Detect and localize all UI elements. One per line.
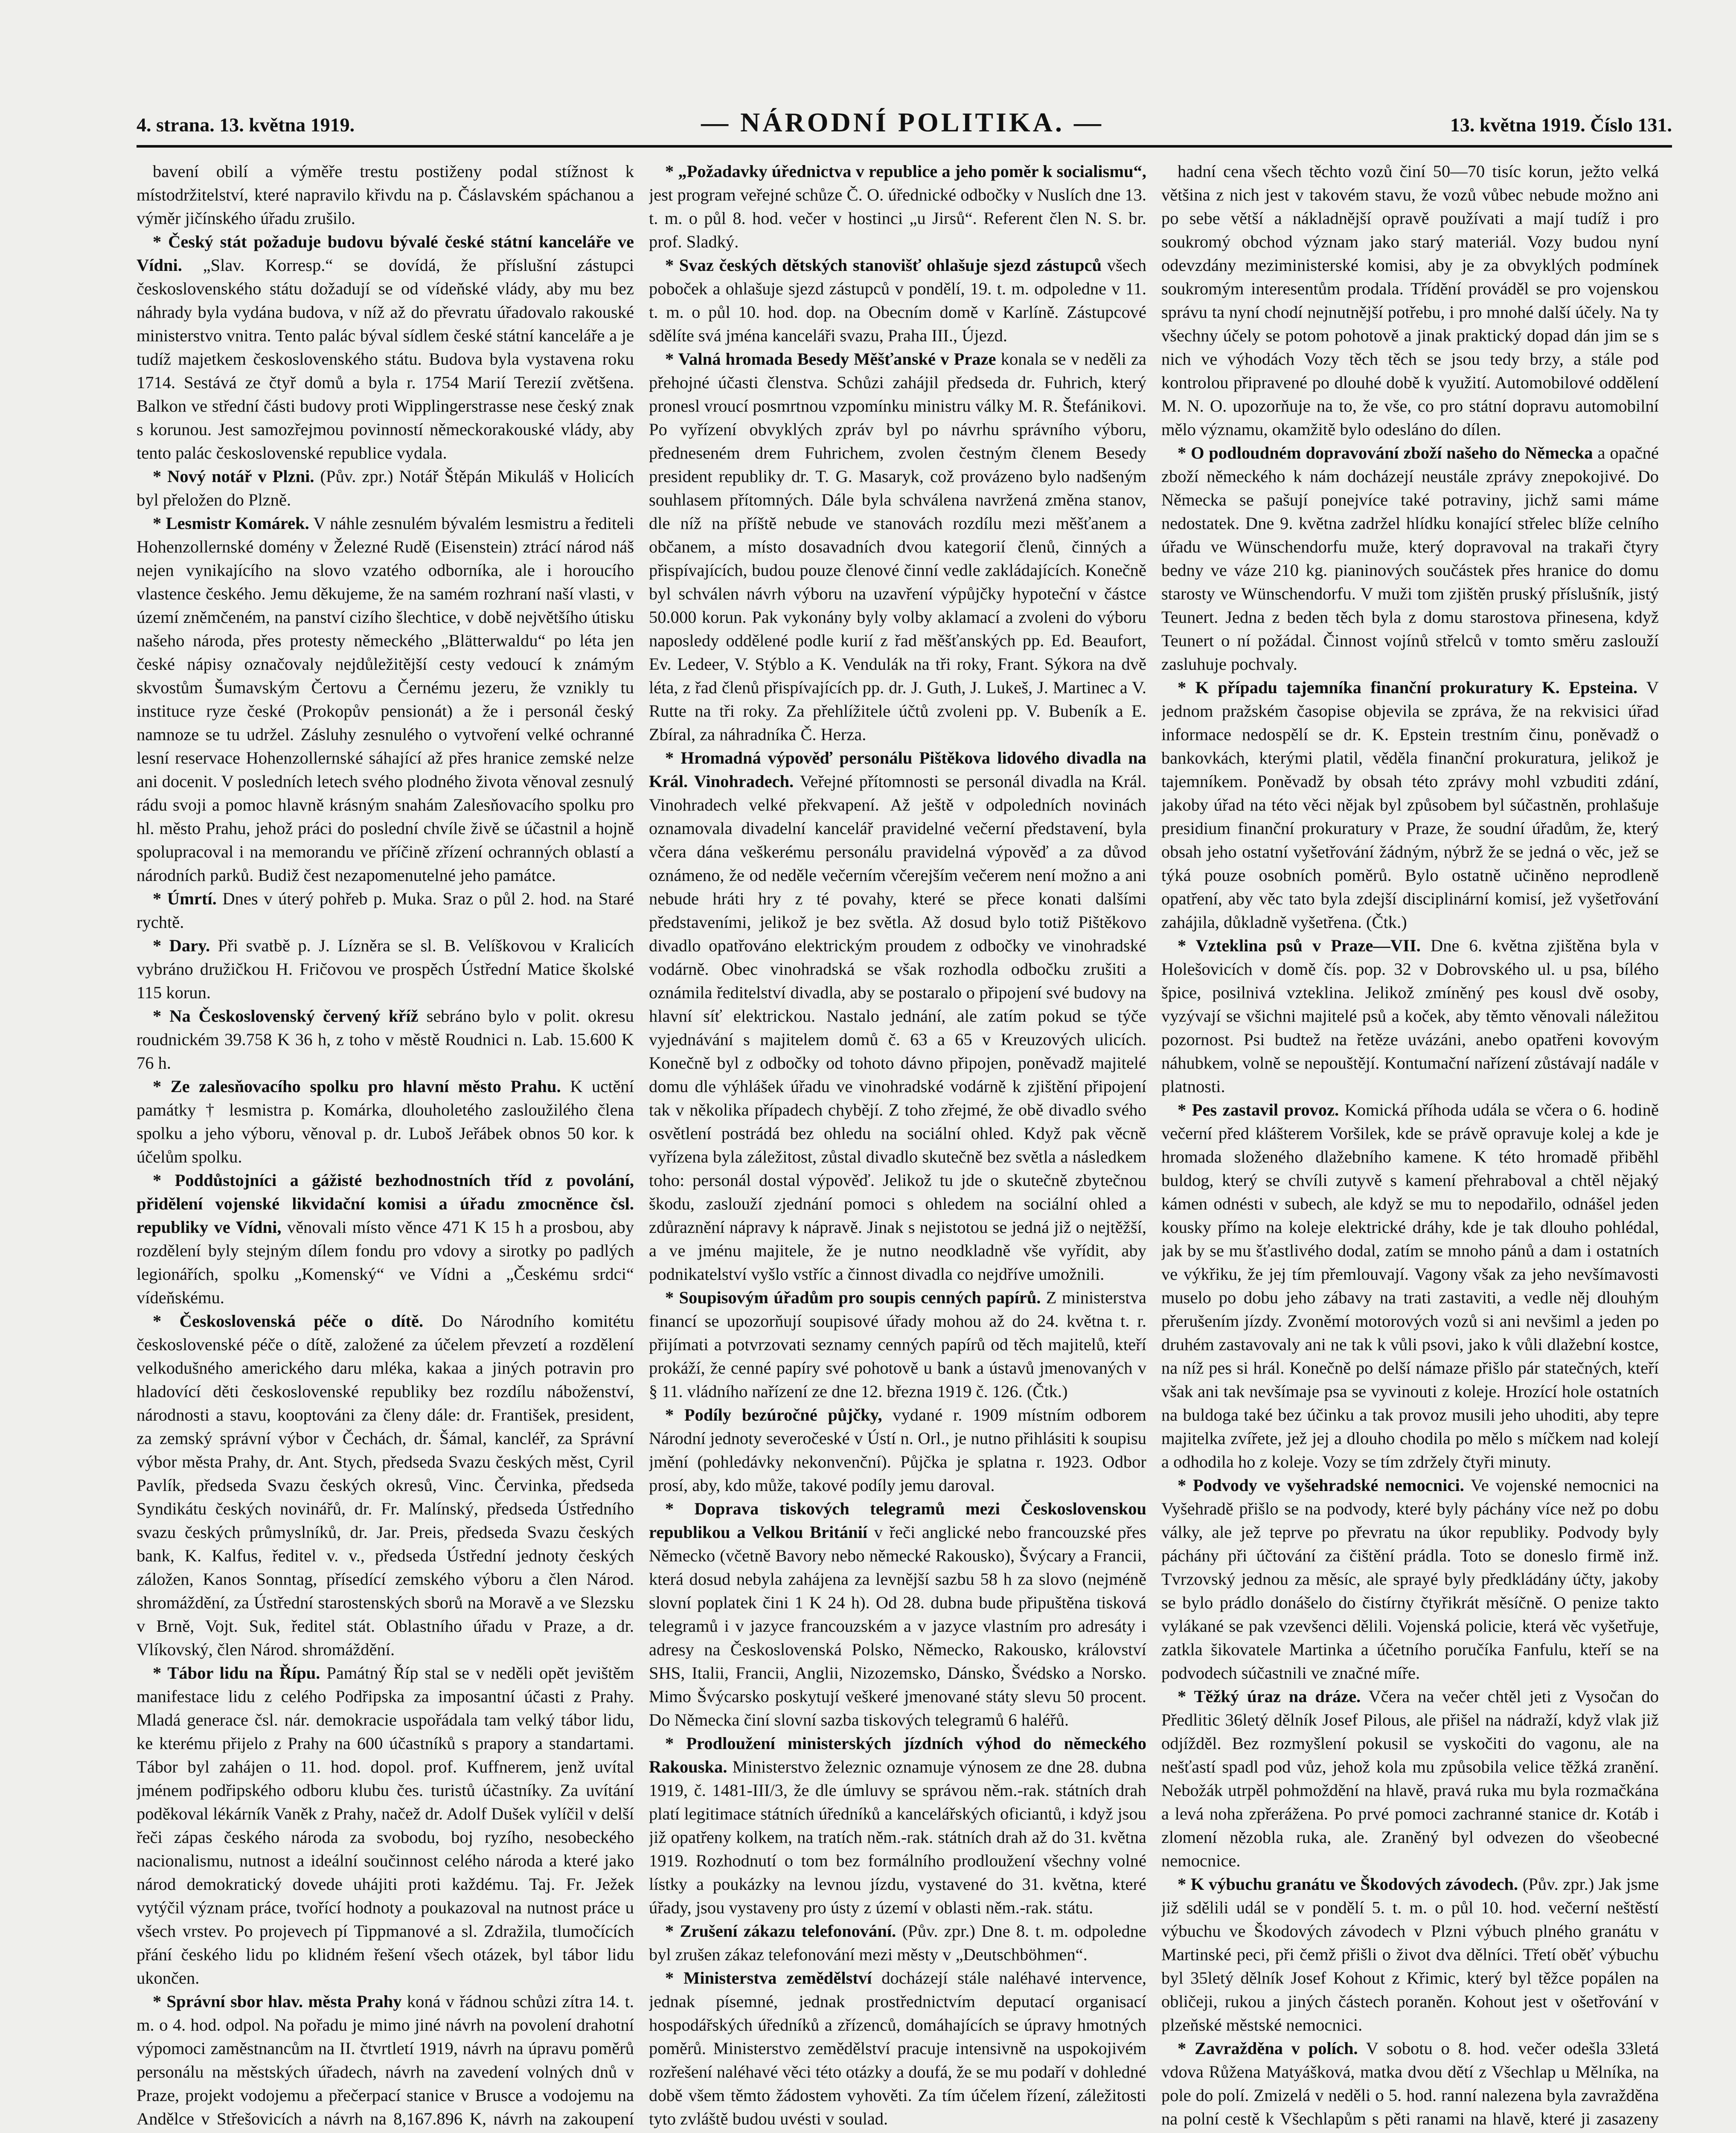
news-item [1161, 160, 1659, 441]
news-item [137, 465, 634, 511]
article-columns [137, 160, 1672, 2133]
news-text: (Pův. zpr.) Dne 8. t. m. odpoledne byl zrušen zákaz telefonování mezi městy v „Deutschböhmen“. [649, 1921, 1146, 1964]
news-headline: * Soupisovým úřadům pro soupis cenných papírů. [665, 1288, 1041, 1307]
news-text: „Slav. Korresp.“ se dovídá, že příslušní zástupci československého státu dožadují se od vídeňské vlády, aby mu bez náhrady byla vydána budova, v níž až do převratu úřadovalo rakouské ministerstvo vnitra. Tento palác býval sídlem české státní kanceláře a je tudíž majetkem československého státu. Budova byla vystavena roku 1714. Sestává ze čtyř domů a byla r. 1754 Marií Terezií zvětšena. Balkon ve střední části budovy proti Wipplingerstrasse nese český znak s korunou. Jest samozřejmou povinností německorakouské vlády, aby tento palác československé republice vydala. [137, 256, 634, 462]
news-text: všech poboček a ohlašuje sjezd zástupců v pondělí, 19. t. m. odpoledne v 11. t. m. o půl 10. hod. dop. na Obecním domě v Karlíně. Zástupcové sdělíte svá jména kanceláři svazu, Praha III., Újezd. [649, 256, 1146, 345]
news-headline: * Zrušení zákazu telefonování. [665, 1921, 896, 1941]
news-item [137, 230, 634, 465]
news-headline: * Český stát požaduje budovu bývalé české státní kanceláře ve Vídni. [137, 232, 634, 275]
news-item [137, 160, 634, 230]
news-headline: * K případu tajemníka finanční prokuratury K. Epsteina. [1178, 678, 1638, 697]
news-item [137, 934, 634, 1004]
news-headline: * Dary. [153, 936, 210, 955]
news-text: Komická příhoda udála se včera o 6. hodině večerní před klášterem Voršilek, kde se právě opravuje kolej a kde je hromada složeného dlažebního kamene. K této hromadě přiběhl buldog, který se chvíli zutyvě s kamení přehraboval a chtěl nějaký kámen odnésti v subech, ale když se mu to nepodařilo, odnášel jeden kousky přímo na koleje elektrické dráhy, kde je tak dlouho pohlédal, jak by se mu šťastlivého dodal, zatím se mnoho pánů a dam i ostatních ve výkřiku, že jej tím přemlouvají. Vagony však za jeho nevšímavosti muselo po dobu jeho zábavy na trati zastaviti, a vedle něj dlouhým přerušením jízdy. Zvoněmí motorových vozů si ani nevšiml a jeden po druhém zastavovaly ani ne tak k vůli psovi, jako k vůli dlažební kostce, na níž pes si hrál. Konečně po delší námaze přišlo pár statečných, kteří však ani tak nevšímaje psa se vyvinouti z koleje. Hrozící hole ostatních na buldoga také bez účinku a tak provoz musili jeho uhoditi, aby tepre majitelka zvířete, jež jej a dlouho chodila po mělo s míčkem nad kolejí a odhodila ho z koleje. Vozy se tím zdržely čtyři minuty. [1161, 1100, 1659, 1471]
news-item [649, 2130, 1146, 2133]
news-text: jest program veřejné schůze Č. O. úřednické odbočky v Nuslích dne 13. t. m. o půl 8. hod. večer v hostinci „u Jirsů“. Referent člen N. S. br. prof. Sladký. [649, 185, 1146, 251]
news-headline: * Svaz českých dětských stanovišť ohlašuje sjezd zástupců [665, 256, 1102, 275]
news-headline: * Na Československý červený kříž [153, 1006, 419, 1026]
news-headline: * Poddůstojníci a gážisté bezhodnostních tříd z povolání, přidělení vojenské likvidační komisi a úřadu zmocněnce čsl. republiky ve Vídni, [137, 1171, 634, 1237]
news-headline: * Zavražděna v polích. [1178, 2039, 1358, 2058]
news-headline: * Hromadná výpověď personálu Pištěkova lidového divadla na Král. Vinohradech. [649, 748, 1146, 791]
news-item [649, 1497, 1146, 1732]
news-text: Včera na večer chtěl jeti z Vysočan do Předlitic 36letý dělník Josef Pilous, ale přišel na nádraží, když vlak již odjížděl. Bez rozmyšlení pokusil se vyskočiti do vagonu, ale na nešťastí spadl pod vůz, jehož kola mu způsobila velice těžká zranění. Nebožák utrpěl pohmoždění na hlavě, pravá ruka mu byla rozmačkána a levá noha zpřerážena. Po prvé pomoci zachranné stanice dr. Kotáb i zlomení nězobla ruka, ale. Zraněný byl odvezen do všeobecné nemocnice. [1161, 1687, 1659, 1870]
news-item [1161, 1685, 1659, 1872]
news-item [649, 347, 1146, 746]
news-item [137, 1309, 634, 1661]
news-item [137, 1004, 634, 1075]
news-text: Z ministerstva financí se upozorňují soupisové úřady mohou až do 24. května t. r. přijímati a potvrzovati seznamy cenných papírů od těch majitelů, kteří prokáží, že cenné papíry své pohotově u bank a ústavů jmenovaných v § 11. vládního nařízení ze dne 12. března 1919 č. 126. (Čtk.) [649, 1288, 1146, 1401]
news-text: hadní cena všech těchto vozů činí 50—70 tisíc korun, ježto velká většina z nich jest v takovém stavu, že vozů vůbec nebude možno ani po sebe větší a nákladnější opravě používati a mají tudíž i pro soukromý obchod význam jako starý materiál. Vozy budou nyní odevzdány meziministerské komisi, aby je za obvyklých podmínek soukromým interesentům prodala. Třídění prováděl se pro vojenskou správu ta nyní chodí nejnutnější potřebu, i pro mnohé další účely. Na ty všechny účely se potom pohotově a jinak praktický dopad dán jim se s nich ve výhodách Vozy těch těch se jsou tedy brzy, a stále pod kontrolou připravené po dlouhé době k využití. Automobilové oddělení M. N. O. upozorňuje na to, že vše, co pro státní dopravu automobilní mělo významu, okamžitě bylo odesláno do dílen. [1161, 162, 1659, 439]
news-item [1161, 2037, 1659, 2133]
page-header [137, 107, 1672, 148]
news-headline: * Těžký úraz na dráze. [1178, 1687, 1361, 1706]
news-text: Ve vojenské nemocnici na Vyšehradě přišlo se na podvody, které byly páchány více než po dobu války, ale jež teprve po převratu na úkor republiky. Podvody byly páchány při účtování za čištění prádla. Toto se doneslo firmě inž. Tvrzovský jednou za měsíc, ale sprayé byly předkládány účty, jakoby se bylo prádlo donášelo do čistírny čtyřikrát měsíčně. O penize takto vylákané se pak vzevšenci dělili. Vojenská policie, která věc vyšetřuje, zatkla šikovatele Martinka a účetního poručíka Fanfulu, kteří se na podvodech súčastnili ve značné míře. [1161, 1476, 1659, 1683]
news-headline: * Pes zastavil provoz. [1178, 1100, 1339, 1119]
news-item [137, 1661, 634, 1990]
news-headline: * O podloudném dopravování zboží našeho do Německa [1178, 443, 1593, 462]
news-item [137, 1990, 634, 2133]
news-text: docházejí stále naléhavé intervence, jednak písemné, jednak prostřednictvím deputací organisací hospodářských úředníků a zřízenců, domáhajících se úpravy hmotných poměrů. Ministerstvo zemědělství pracuje intensivně na uspokojivém rozřešení naléhavé věci této otázky a doufá, že se mu podaří v dohledné době všem těmto žádostem vyhověti. Za tím účelem řízení, záležitosti tyto zvláště budou uvésti v soulad. [649, 1968, 1146, 2128]
column-2 [649, 160, 1146, 2133]
news-item [1161, 1872, 1659, 2037]
news-text: Ministerstvo železnic oznamuje výnosem ze dne 28. dubna 1919, č. 1481-III/3, že dle úmluvy se správou něm.-rak. státních drah platí legitimace státních úředníků a kancelářských oficiantů, i když jsou již opatřeny kolkem, na tratích něm.-rak. státních drah až do 31. května 1919. Rozhodnutí o tom bez formálního prodloužení všechny volné lístky a poukázky na levnou jízdu, vystavené do 31. května, které úřady, jsou vystaveny pro ústy z území v oblasti něm.-rak. státu. [649, 1757, 1146, 1917]
news-headline: * K výbuchu granátu ve Škodových závodech. [1178, 1874, 1518, 1894]
news-headline: * Nový notář v Plzni. [153, 467, 314, 486]
header-date-left: 4. strana. 13. května 1919. [137, 114, 355, 136]
news-headline: * „Požadavky úřednictva v republice a jeho poměr k socialismu“, [665, 162, 1146, 181]
news-headline: * Vzteklina psů v Praze—VII. [1178, 936, 1421, 955]
news-headline: * Podvody ve vyšehradské nemocnici. [1178, 1476, 1464, 1495]
news-headline: * Lesmistr Komárek. [153, 514, 309, 533]
news-item [649, 1966, 1146, 2130]
news-item [649, 160, 1146, 253]
news-text: Veřejné přítomnosti se personál divadla na Král. Vinohradech velké překvapení. Až ještě v odpoledních novinách oznamovala divadelní kancelář pravidelné večerní představení, byla včera dána veškerému personálu pravidelná výpověď a za důvod oznámeno, že od neděle večerním včerejším večerem není možno a ani nebude hráti hry z té povahy, které se přece konati dalšími představeními, jelikož je bez světla. Až dosud bylo totiž Pištěkovo divadlo opatřováno elektrickým proudem z odbočky ve vinohradské vodárně. Obec vinohradská se však rozhodla odbočku zrušiti a oznámila ředitelství divadla, aby se postaralo o připojení své budovy na hlavní síť elektrickou. Nastalo jednání, ale zatím pokud se týče vyjednávání s majitelem domů č. 63 a 65 v Kreuzových ulicích. Konečně byl z odbočky od tohoto dávno připojen, poněvadž majitelé domu dle výhlášek úřadu ve vinohradské vodárně k zjištění připojení tak v několika případech chybějí. Z toho zřejmé, že obě divadlo svého osvětlení postrádá bez ohledu na sociální ohled. Když pak věcně vyřízena byla záležitost, zůstal divadlo skutečně bez světla a následkem toho: personál dostal výpověď. Jelikož tu jde o skutečně zbytečnou škodu, zaslouží zjednání pomoci s ohledem na sociální ohled a zdůraznění nápravy k nápravě. Jinak s nejistotou se jedná již o nejtěžší, a ve jménu majitele, že je nutno neodkladně vše vyřídit, aby podnikatelství vyšlo vstříc a činnost divadla co nejdříve umožnili. [649, 772, 1146, 1284]
news-headline: * Tábor lidu na Řípu. [153, 1663, 320, 1683]
news-item [649, 1919, 1146, 1966]
news-text: věnovali místo věnce 471 K 15 h a prosbou, aby rozdělení byly stejným dílem fondu pro vdovy a sirotky po padlých legionářích, spolku „Komenský“ ve Vídni a „Českému srdci“ vídeňskému. [137, 1218, 634, 1307]
news-text: sebráno bylo v polit. okresu roudnickém 39.758 K 36 h, z toho v městě Roudnici n. Lab. 15.600 K 76 h. [137, 1006, 634, 1072]
news-item [1161, 1473, 1659, 1685]
news-item [1161, 441, 1659, 676]
news-item [137, 1168, 634, 1309]
news-text: Při svatbě p. J. Lízněra se sl. B. Velíškovou v Kralicích vybráno družičkou H. Fričovou ve prospěch Ústřední Matice školské 115 korun. [137, 936, 634, 1002]
header-date-issue: 13. května 1919. Číslo 131. [1450, 114, 1672, 136]
news-headline: * Podíly bezúročné půjčky, [665, 1405, 882, 1424]
news-headline: * Prodloužení ministerských jízdních výhod do německého Rakouska. [649, 1734, 1146, 1776]
news-headline: * Úmrtí. [153, 889, 217, 908]
news-text: v řeči anglické nebo francouzské přes Německo (včetně Bavory nebo německé Rakousko), Švýcary a Francii, která dosud nebyla zahájena za levnější sazbu 58 h za slovo (nejméně slovní poplatek čini 1 K 24 h). Od 28. dubna bude připuštěna tisková telegramů i v jazyce francouzském a v jazyce vlastním pro adresáty i adresy na Československá Polsko, Německo, Rakousko, království SHS, Italii, Francii, Anglii, Nizozemsko, Dánsko, Švédsko a Norsko. Mimo Švýcarsko poskytují veškeré jmenované státy slevu 50 procent. Do Německa činí slovní sazba tiskových telegramů 6 haléřů. [649, 1523, 1146, 1729]
news-headline: * Doprava tiskových telegramů mezi Československou republikou a Velkou Británií [649, 1499, 1146, 1542]
news-text: Památný Říp stal se v neděli opět jevištěm manifestace lidu z celého Podřipska za imposantní účasti z Prahy. Mladá generace čsl. nár. demokracie uspořádala tam velký tábor lidu, ke kterému přijelo z Prahy na 600 účastníků s prapory a standartami. Tábor byl zahájen o 11. hod. dopol. prof. Kuffnerem, jenž uvítal jménem podřipského odboru klubu čes. turistů účastníky. Za uvítání poděkoval lékárník Vaněk z Prahy, načež dr. Adolf Dušek vylíčil v delší řeči zápas českého národa za svobodu, boj ryzího, nesobeckého nacionalismu, nutnost a ideální součinnost celého národa a které jako národ demokratický dovede uhájiti proti každému. Taj. Fr. Ježek vytýčil význam práce, tvořící hodnoty a poukazoval na nutnost práce u všech vrstev. Po projevech pí Tippmanové a sl. Zdražila, tlumočících přání českého lidu po klidném řešení všech otázek, byl tábor lidu ukončen. [137, 1663, 634, 1988]
news-item [1161, 1098, 1659, 1473]
news-headline: * Ministerstva zemědělství [665, 1968, 872, 1988]
news-text: bavení obilí a výměře trestu postiženy podal stížnost k místodržitelství, které napravilo křivdu na p. Čáslavském spáchanou a výměr jičínského úřadu zrušilo. [137, 162, 634, 228]
news-item [649, 253, 1146, 347]
news-headline: * Valná hromada Besedy Měšťanské v Praze [665, 349, 996, 369]
news-item [649, 1286, 1146, 1403]
news-text: V náhle zesnulém bývalém lesmistru a řediteli Hohenzollernské domény v Železné Rudě (Eisenstein) ztrácí národ náš nejen vynikajícího na slovo vzatého odborníka, ale i horoucího vlastence českého. Jemu děkujeme, že na samém rozhraní naší vlasti, v území zněmčeném, na panství cizího šlechtice, v době největšího útisku našeho národa, přes protesty německého „Blätterwaldu“ po léta jen české nápisy označovaly nejdůležitější cesty vedoucí k známým skvostům Šumavským Čertovu a Černému jezeru, že vznikly tu instituce ryze české (Prokopův pensionát) a že i personál český namnoze se tu udržel. Zásluhy zesnulého o vytvoření velké ochranné lesní reservace Hohenzollernské sáhající až přes hranice zemské nelze ani docenit. V posledních letech svého plodného života věnoval zesnulý rádu svoji a pomoc hlavně krásným snahám Zalesňovacího spolku pro hl. město Prahu, jehož práci do poslední chvíle živě se účastnil a hojně spolupracoval i na memorandu ve příčině zřízení ochranných oblastí a národních parků. Budiž čest nezapomenutelné jeho památce. [137, 514, 634, 885]
news-text: (Pův. zpr.) Jak jsme již sdělili udál se v pondělí 5. t. m. o půl 10. hod. večerní neštěstí výbuchu ve Škodových závodech v Plzni výbuch plného granátu v Martinské peci, při čemž přišli o život dva dělníci. Třetí oběť výbuchu byl 35letý dělník Josef Kohout z Křimic, který byl těžce popálen na obličeji, rukou a jiných částech poraněn. Kohout jest v ošetřování v plzeňské městské nemocnici. [1161, 1874, 1659, 2034]
news-text: Dne 6. května zjištěna byla v Holešovicích v domě čís. pop. 32 v Dobrovského ul. u psa, bílého špice, posilnivá vzteklina. Jelikož zmíněný pes kousl dvě osoby, vyzývají se všichni majitelé psů a koček, aby těmto věnovali náležitou pozornost. Psi budtež na řetěze uvázáni, anebo opatřeni kovovým náhubkem, volně se nepouštějí. Kontumační nařízení zůstávají nadále v platnosti. [1161, 936, 1659, 1096]
masthead-title: — NÁRODNÍ POLITIKA. — [701, 107, 1104, 137]
news-text: (Pův. zpr.) Notář Štěpán Mikuláš v Holicích byl přeložen do Plzně. [137, 467, 634, 509]
column-1 [137, 160, 634, 2133]
news-item [1161, 676, 1659, 934]
news-headline: * Ze zalesňovacího spolku pro hlavní město Prahu. [153, 1077, 561, 1096]
news-item [649, 1403, 1146, 1497]
news-text: koná v řádnou schůzi zítra 14. t. m. o 4. hod. odpol. Na pořadu je mimo jiné návrh na povolení drahotní výpomoci zaměstnancům na II. čtvrtletí 1919, návrh na úpravu poměrů personálu na městských úřadech, návrh na zavedení volných dnů v Praze, projekt vodojemu a přečerpací stanice v Brusce a vodojemu na Andělce v Střešovicích a návrh na 8,167.896 K, návrh na zakoupení [137, 1992, 634, 2128]
news-item [137, 1075, 634, 1168]
news-item [1161, 934, 1659, 1098]
news-item [137, 511, 634, 887]
news-text: Do Národního komitétu československé péče o dítě, založené za účelem převzetí a rozdělení velkodušného amerického daru mléka, kakaa a jiných potravin pro hladovící děti československé republiky bez rozdílu náboženství, národnosti a stavu, kooptováni za členy dále: dr. František, president, za zemský správní výbor v Čechách, dr. Šámal, kancléř, za Správní výbor města Prahy, dr. Ant. Stych, předseda Svazu českých měst, Cyril Pavlík, předseda Svazu českých okresů, Vinc. Červinka, předseda Syndikátu českých novinářů, dr. Fr. Malínský, předseda Ústředního svazu českých průmyslníků, dr. Jar. Preis, předseda Svazu českých bank, K. Kalfus, ředitel v. v., předseda Ústřední jednoty českých záložen, Kanos Sonntag, přísedící zemského výboru a člen Národ. shromáždění, za Ústřední starostenských sborů na Moravě a ve Slezsku v Brně, Vojt. Suk, ředitel stát. Oblastního úřadu v Praze, a dr. Vlíkovský, člen Národ. shromáždění. [137, 1311, 634, 1659]
news-text: vydané r. 1909 místním odborem Národní jednoty severočeské v Ústí n. Orl., je nutno přihlásiti k soupisu jmění (pohledávky nekonvenční). Půjčka je splatna r. 1923. Odbor prosí, aby, kdo může, takové podíly jemu daroval. [649, 1405, 1146, 1495]
news-text: Dnes v úterý pohřeb p. Muka. Sraz o půl 2. hod. na Staré rychtě. [137, 889, 634, 932]
news-item [649, 746, 1146, 1286]
news-text: konala se v neděli za přehojné účasti členstva. Schůzi zahájil předseda dr. Fuhrich, který pronesl vroucí posmrtnou vzpomínku ministru války M. R. Štefánikovi. Po vyřízení obvyklých zpráv byl po návrhu správního výboru, předneseném drem Fuhrichem, zvolen čestným členem Besedy president republiky dr. T. G. Masaryk, což provázeno bylo nadšeným souhlasem přítomných. Dále byla schválena navržená změna stanov, dle níž na příště nebude ve stanovách rozdílu mezi měšťanem a občanem, a místo dosavadních dvou kategorií členů, činných a přispívajících, budou pouze členové činní vedle zakládajících. Konečně byl schválen návrh výboru na uzavření výpůjčky hypoteční v částce 50.000 korun. Pak vykonány byly volby aklamací a zvoleni do výboru naposledy oddělené podle kurií z řad měšťanských pp. Ed. Beaufort, Ev. Ledeer, V. Stýblo a K. Vendulák na tři roky, Frant. Sýkora na dvě léta, z řad členů přispívajících pp. dr. J. Guth, J. Lukeš, J. Martinec a V. Rutte na tři roky. Za přehlížitele účtů zvoleni pp. V. Bubeník a E. Zbíral, za náhradníka Č. Herza. [649, 349, 1146, 744]
column-3 [1161, 160, 1659, 2133]
news-text: V sobotu o 8. hod. večer odešla 33letá vdova Růžena Matyášková, matka dvou dětí z Všechlap u Mělníka, na pole do polí. Zmizelá v neděli o 5. hod. ranní nalezena byla zavražděna na polní cestě k Všechlapům s pěti ranami na hlavě, které ji zasazeny [1161, 2039, 1659, 2128]
news-text: K uctění památky † lesmistra p. Komárka, dlouholetého zasloužilého člena spolku a jeho výboru, věnoval p. dr. Luboš Jeřábek obnos 50 kor. k účelům spolku. [137, 1077, 634, 1166]
news-text: V jednom pražském časopise objevila se zpráva, že na rekvisici úřad informace nedospělí se dr. K. Epstein trestním činu, poněvadž o bankovkách, kterými platil, věděla finanční prokuratura, jelikož je tajemníkem. Poněvadž by obsah této zprávy mohl vzbuditi zdání, jakoby úřad na této věci nějak byl způsobem byl súčastněn, prohlašuje presidium finanční prokuratury v Praze, že soudní úřadům, že, který obsah jeho ostatní vyšetřování žádným, nýbrž že se jedná o věc, jež se týká pouze osobních poměrů. Bylo ostatně učiněno neprodleně opatření, aby věc tato byla zdejší disciplinární komisí, jež vyšetřování zahájila, důkladně vyšetřena. (Čtk.) [1161, 678, 1659, 932]
news-item [137, 887, 634, 934]
news-headline: * Československá péče o dítě. [153, 1311, 424, 1331]
news-item [649, 1732, 1146, 1919]
news-headline: * Správní sbor hlav. města Prahy [153, 1992, 402, 2011]
news-text: a opačné zboží německého k nám docházejí neustále zprávy znepokojivé. Do Německa se pašují ponejvíce také potraviny, jichž sami máme nedostatek. Dne 9. května zadržel hlídku konající střelec blíže celního úřadu ve Wünschendorfu muže, který dopravoval na trakaři čtyry bedny ve váze 210 kg. pianinových součástek přes hranice do domu starosty ve Wünschendorfu. V muži tom zjištěn pruský příslušník, jistý Teunert. Jedna z beden těch byla z domu starostova přinesena, když Teunert o ní požádal. Činnost vojínů střelců v tomto směru zaslouží zasluhuje pochvaly. [1161, 443, 1659, 674]
